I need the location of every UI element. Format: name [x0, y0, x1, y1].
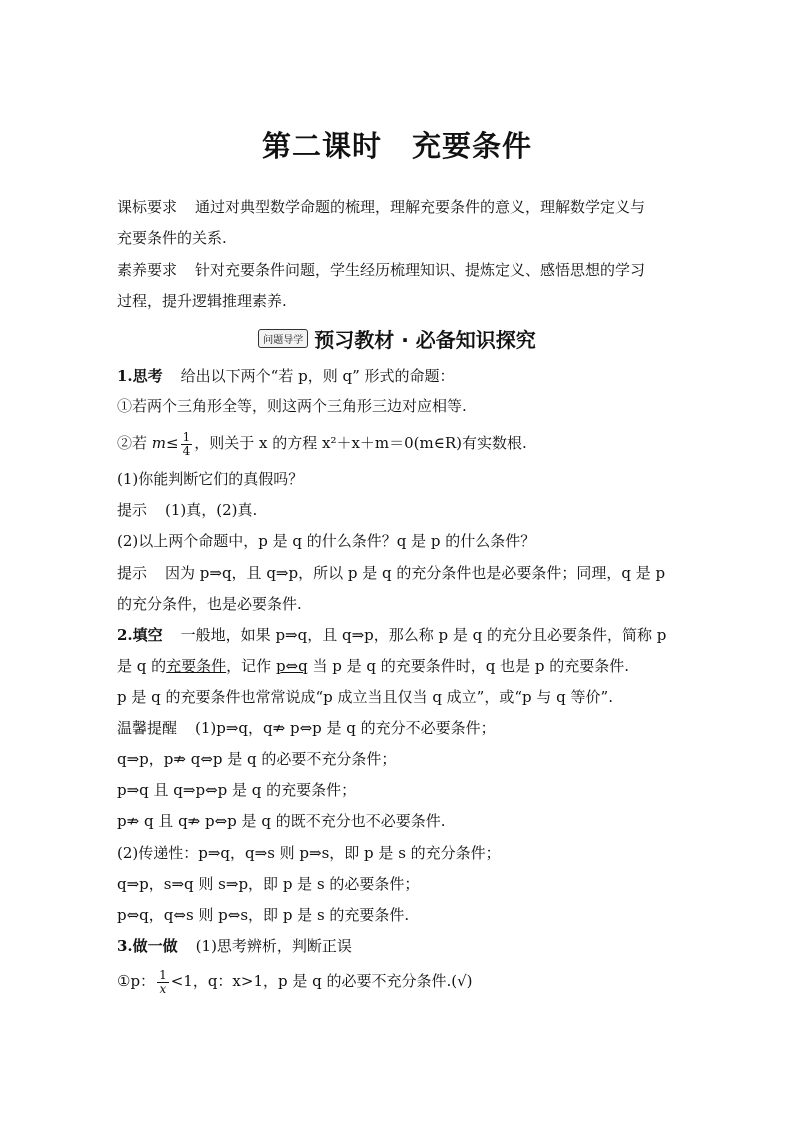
standard-text-1: 通过对典型数学命题的梳理，理解充要条件的意义，理解数学定义与 — [195, 198, 646, 216]
fill-line-2 — [117, 656, 629, 676]
tip-text-1: (1)p⇒q，q⇏ p⇔p 是 q 的充分不必要条件； — [195, 719, 496, 737]
fill-text-2b: ，记作 — [226, 657, 276, 675]
practice-heading: 3.做一做 — [117, 937, 178, 955]
hint-answer-1: (1)真，(2)真. — [165, 501, 258, 519]
title-part-1: 第二课时 — [261, 129, 382, 163]
practice-heading-line — [117, 936, 352, 956]
hint-label: 提示 — [117, 501, 148, 519]
transitivity-1: (2)传递性：p⇒q，q⇒s 则 p⇒s，即 p 是 s 的充分条件； — [117, 844, 501, 862]
page-title — [0, 124, 794, 165]
fraction-one-over-x — [157, 969, 169, 996]
transitivity-3: p⇔q，q⇔s 则 p⇔s，即 p 是 s 的充要条件. — [117, 906, 410, 924]
tip-4: p⇏ q 且 q⇏ p⇔p 是 q 的既不充分也不必要条件. — [117, 812, 446, 830]
fraction-denominator: 4 — [182, 443, 191, 458]
tip-3: p⇒q 且 q⇒p⇔p 是 q 的充要条件； — [117, 781, 357, 799]
section-header — [0, 324, 794, 353]
hint-1 — [117, 500, 257, 520]
think-intro — [117, 366, 455, 386]
question-1: (1)你能判断它们的真假吗？ — [117, 470, 304, 488]
practice-subheading: (1)思考辨析，判断正误 — [195, 937, 352, 955]
fill-heading: 2.填空 — [117, 626, 163, 644]
literacy-text-1: 针对充要条件问题，学生经历梳理知识、提炼定义、感悟思想的学习 — [195, 261, 646, 279]
question-2: (2)以上两个命题中，p 是 q 的什么条件？q 是 p 的什么条件？ — [117, 532, 536, 550]
practice-item-1 — [117, 964, 473, 998]
transitivity-2: q⇒p，s⇒q 则 s⇒p，即 p 是 s 的必要条件； — [117, 875, 420, 893]
tip-2: q⇒p，p⇏ q⇔p 是 q 的必要不充分条件； — [117, 750, 397, 768]
tip-1 — [117, 718, 496, 738]
prop2-prefix: ②若 — [117, 434, 152, 452]
section-title: 预习教材 · 必备知识探究 — [314, 328, 536, 352]
literacy-requirement — [117, 260, 645, 280]
item-1-prefix: ①p： — [117, 972, 156, 990]
fill-blank-notation: p⇔q — [275, 657, 308, 675]
hint-answer-2-line-2: 的充分条件，也是必要条件. — [117, 595, 302, 613]
hint-label: 提示 — [117, 564, 148, 582]
literacy-text-2: 过程，提升逻辑推理素养. — [117, 292, 287, 310]
item-1-suffix: <1，q：x>1，p 是 q 的必要不充分条件.(√) — [170, 972, 473, 990]
think-intro-text: 给出以下两个“若 p，则 q” 形式的命题： — [180, 367, 455, 385]
standard-label: 课标要求 — [117, 198, 178, 216]
prop2-suffix: ，则关于 x 的方程 x²＋x＋m＝0(m∈R)有实数根. — [194, 434, 527, 452]
fraction-one-quarter — [181, 431, 193, 458]
proposition-1: ①若两个三角形全等，则这两个三角形三边对应相等. — [117, 397, 467, 415]
fill-text-2c: 当 p 是 q 的充要条件时，q 也是 p 的充要条件. — [307, 657, 630, 675]
section-badge: 问题导学 — [258, 329, 308, 348]
tip-label: 温馨提醒 — [117, 719, 178, 737]
hint-2 — [117, 563, 665, 583]
fraction-denominator: x — [159, 981, 167, 996]
fill-text-2a: 是 q 的 — [117, 657, 167, 675]
fraction-numerator: 1 — [182, 429, 191, 444]
hint-answer-2-line-1: 因为 p⇒q，且 q⇒p，所以 p 是 q 的充分条件也是必要条件；同理，q 是 p — [165, 564, 666, 582]
fraction-numerator: 1 — [159, 967, 167, 982]
literacy-label: 素养要求 — [117, 261, 178, 279]
fill-text-1: 一般地，如果 p⇒q，且 q⇒p，那么称 p 是 q 的充分且必要条件，简称 p — [180, 626, 667, 644]
proposition-2 — [117, 428, 527, 458]
title-part-2: 充要条件 — [412, 129, 533, 163]
fill-line-3: p 是 q 的充要条件也常常说成“p 成立当且仅当 q 成立”，或“p 与 q 等价”. — [117, 688, 613, 706]
fill-blank-term: 充要条件 — [166, 657, 227, 675]
think-heading: 1.思考 — [117, 367, 163, 385]
standard-requirement — [117, 197, 645, 217]
prop2-condition: m≤ — [151, 434, 179, 452]
fill-line-1 — [117, 625, 666, 645]
standard-text-2: 充要条件的关系. — [117, 229, 227, 247]
